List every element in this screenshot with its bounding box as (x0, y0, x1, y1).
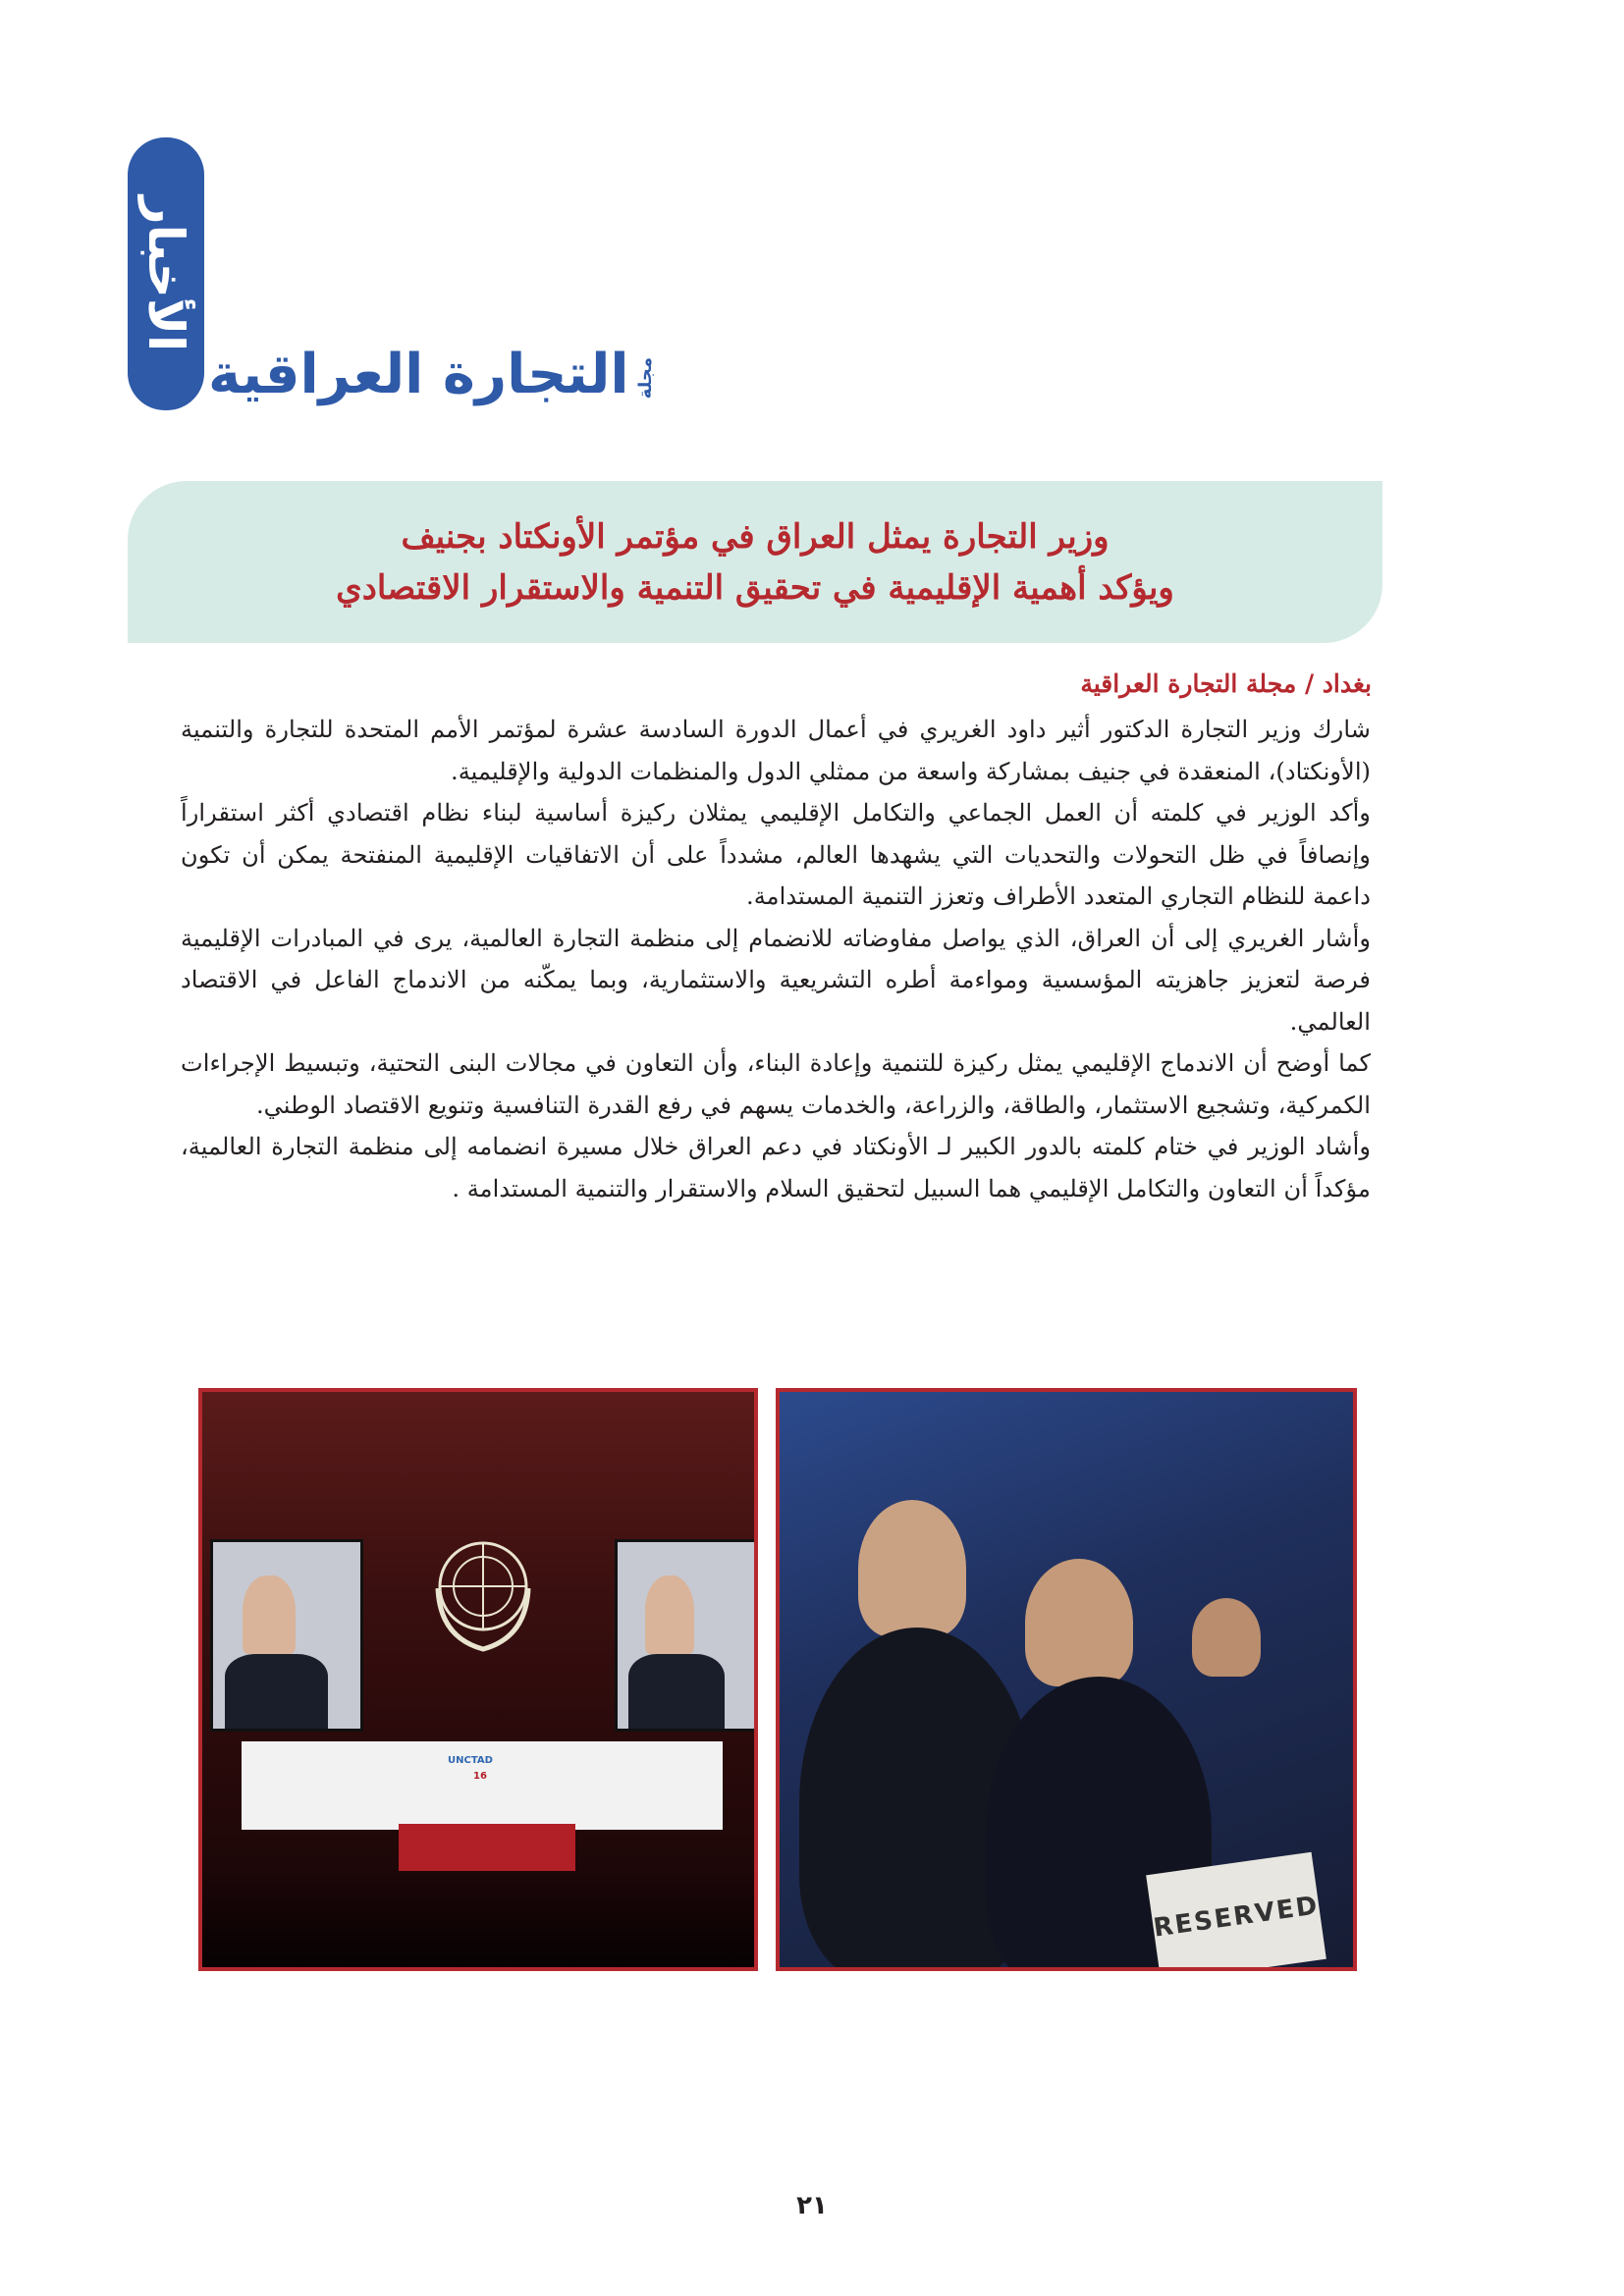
magazine-logo (208, 343, 656, 406)
article-paragraph: وأكد الوزير في كلمته أن العمل الجماعي والتكامل الإقليمي يمثلان ركيزة أساسية لبناء نظام اقتصادي أكثر استقراراً وإنصافاً في ظل التحولات والتحديات التي يشهدها العالم، مشدداً على أن الاتفاقيات الإقليمية المنفتحة يمكن أن تكون داعمة للنظام التجاري المتعدد الأطراف وتعزز التنمية المستدامة. (181, 799, 1371, 910)
section-tab (128, 137, 204, 410)
headline-banner (128, 481, 1382, 643)
stage-unctad-text: UNCTAD (448, 1755, 493, 1766)
article-body (181, 709, 1371, 1209)
stage-unctad-number: 16 (473, 1771, 487, 1782)
article-paragraph: شارك وزير التجارة الدكتور أثير داود الغريري في أعمال الدورة السادسة عشرة لمؤتمر الأمم المتحدة للتجارة والتنمية (الأونكتاد)، المنعقدة في جنيف بمشاركة واسعة من ممثلي الدول والمنظمات الدولية والإقليمية. (181, 716, 1371, 785)
article-paragraph: كما أوضح أن الاندماج الإقليمي يمثل ركيزة للتنمية وإعادة البناء، وأن التعاون في مجالات البنى التحتية، وتبسيط الإجراءات الكمركية، وتشجيع الاستثمار، والطاقة، والزراعة، والخدمات يسهم في رفع القدرة التنافسية وتنويع الاقتصاد الوطني. (181, 1049, 1371, 1119)
section-tab-label: الأخبار (137, 195, 194, 352)
un-emblem-icon (430, 1529, 536, 1657)
delegate-face (1192, 1598, 1261, 1677)
reserved-card: RESERVED (1146, 1852, 1326, 1971)
video-screen-right (615, 1539, 758, 1732)
article-paragraph: وأشار الغريري إلى أن العراق، الذي يواصل مفاوضاته للانضمام إلى منظمة التجارة العالمية، يرى في المبادرات الإقليمية فرصة لتعزيز جاهزيته المؤسسية ومواءمة أطره التشريعية والاستثمارية، وبما يمكّنه من الاندماج الفاعل في الاقتصاد العالمي. (181, 924, 1371, 1036)
article-paragraph: وأشاد الوزير في ختام كلمته بالدور الكبير لـ الأونكتاد في دعم العراق خلال مسيرة انضمامه إلى منظمة التجارة العالمية، مؤكداً أن التعاون والتكامل الإقليمي هما السبيل لتحقيق السلام والاستقرار والتنمية المستدامة . (181, 1133, 1371, 1202)
delegate-face (858, 1500, 966, 1637)
page-number: ٢١ (796, 2191, 828, 2220)
headline-line-1: وزير التجارة يمثل العراق في مؤتمر الأونكتاد بجنيف (401, 516, 1110, 557)
video-screen-left (210, 1539, 363, 1732)
photo-delegates (776, 1388, 1357, 1971)
stage-backdrop (242, 1741, 723, 1830)
logo-main-text: التجارة العراقية (208, 343, 629, 406)
byline: بغداد / مجلة التجارة العراقية (1080, 669, 1372, 698)
delegate-face (1025, 1559, 1133, 1686)
logo-small-text: مجلة (634, 356, 656, 399)
photo-conference-hall (198, 1388, 758, 1971)
panel-table (399, 1824, 575, 1873)
headline-line-2: ويؤكد أهمية الإقليمية في تحقيق التنمية والاستقرار الاقتصادي (336, 567, 1174, 608)
audience-area (202, 1871, 754, 1971)
